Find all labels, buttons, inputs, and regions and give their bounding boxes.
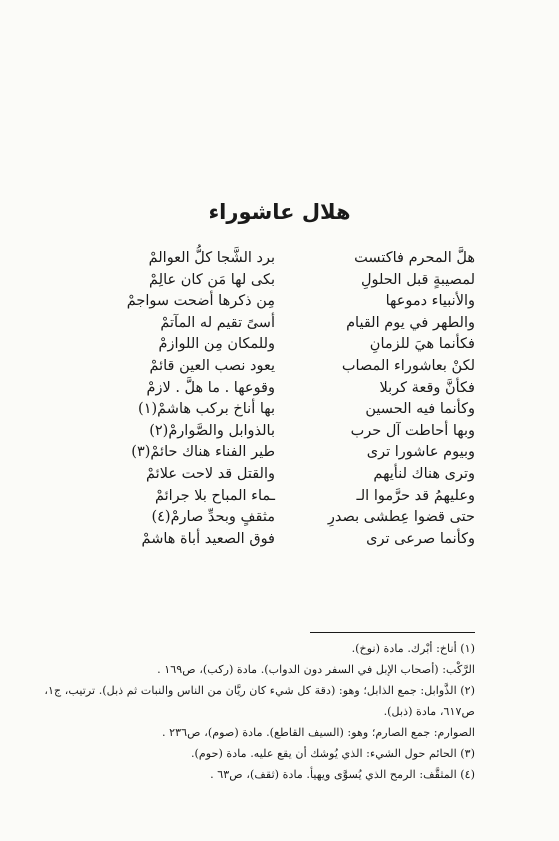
verse-line xyxy=(100,464,475,486)
footnotes xyxy=(44,638,475,785)
verse-second-hemistich: ـماء المباح بلا جرائمْ xyxy=(154,487,275,504)
verse-second-hemistich: بكى لها مَن كان عالِمْ xyxy=(149,271,275,288)
footnote-line: (٣) الحائم حول الشيء: الذي يُوشك أن يقع عليه. مادة (حوم). xyxy=(190,747,475,760)
verse-second-hemistich: بالذوابل والصَّوارمْ(٢) xyxy=(149,422,275,439)
verse-line xyxy=(100,507,475,529)
footnote-line: (٢) الذَّوابل: جمع الذابل؛ وهو: (دقة كل شيء كان ريَّان من الناس والنبات ثم ذبل). ترتيب، ج١، xyxy=(44,684,475,697)
verse-first-hemistich: حتى قضوا عِطشى بصدرِ xyxy=(327,509,475,526)
verse-line xyxy=(100,270,475,292)
verse-second-hemistich: وللمكان مِن اللوازمْ xyxy=(158,336,275,353)
verse-line xyxy=(100,291,475,313)
verse-first-hemistich: لكنْ بعاشوراء المصاب xyxy=(341,357,475,374)
verse-second-hemistich: أسىً تقيم له المآتمْ xyxy=(160,314,275,331)
verse-line xyxy=(100,356,475,378)
verse-first-hemistich: وكأنما فيه الحسين xyxy=(365,401,475,418)
verse-first-hemistich: هلَّ المحرم فاكتست xyxy=(354,250,475,266)
footnote-line: ص٦١٧، مادة (ذبل). xyxy=(383,705,475,718)
footnote-divider xyxy=(310,632,475,633)
verse-line xyxy=(100,378,475,400)
verse-first-hemistich: لمصيبةٍ قبل الحلولِ xyxy=(360,271,475,288)
verse-first-hemistich: والأنبياء دموعها xyxy=(385,293,475,310)
poem-title: هلال عاشوراء xyxy=(208,200,351,224)
verse-second-hemistich: وقوعها . ما هلَّ . لازمْ xyxy=(146,379,275,396)
verse-line xyxy=(100,248,475,270)
verse-first-hemistich: فكأنَّ وقعة كربلا xyxy=(379,379,475,396)
footnote-line: الرَّكْب: (أصحاب الإبل في السفر دون الدواب). مادة (ركب)، ص١٦٩ . xyxy=(157,663,475,676)
verse-first-hemistich: وبها أحاطت آل حرب xyxy=(350,422,475,439)
verse-line xyxy=(100,529,475,551)
verse-line xyxy=(100,421,475,443)
footnote-line: (٤) المثقَّف: الرمح الذي يُسوَّى ويهيأ. مادة (ثقف)، ص٦٣ . xyxy=(210,768,475,781)
verse-second-hemistich: برد الشَّجا كلُّ العوالمْ xyxy=(148,250,275,266)
verse-first-hemistich: وكأنما صرعى ترى xyxy=(366,530,475,547)
verse-line xyxy=(100,399,475,421)
verse-line xyxy=(100,334,475,356)
footnote-line: الصوارم: جمع الصارم؛ وهو: (السيف القاطع). مادة (صوم)، ص٢٣٦ . xyxy=(161,726,475,739)
footnote-line: (١) أناخ: أبْرك. مادة (نوخ). xyxy=(351,642,475,655)
verse-second-hemistich: يعود نصب العين قائمْ xyxy=(149,357,275,374)
verse-first-hemistich: وبيوم عاشورا ترى xyxy=(366,444,475,461)
verse-line xyxy=(100,442,475,464)
verse-first-hemistich: وعليهمُ قد حرَّموا الـ xyxy=(356,487,475,504)
verse-second-hemistich: والقتل قد لاحت علائمْ xyxy=(146,465,275,482)
verse-line xyxy=(100,486,475,508)
verse-first-hemistich: والطهر في يوم القيام xyxy=(346,314,475,331)
poem-body xyxy=(100,248,475,550)
verse-first-hemistich: وترى هناك لنأيهم xyxy=(373,465,475,482)
verse-first-hemistich: فكأنما هيَ للزمانِ xyxy=(369,336,475,353)
verse-line xyxy=(100,313,475,335)
verse-second-hemistich: بها أناخ بركب هاشمْ(١) xyxy=(138,401,275,418)
verse-second-hemistich: فوق الصعيد أباة هاشمْ xyxy=(141,530,275,547)
verse-second-hemistich: مثقفٍ وبحدِّ صارمْ(٤) xyxy=(151,509,275,526)
verse-second-hemistich: طير الفناء هناك حائمْ(٣) xyxy=(131,444,275,461)
verse-second-hemistich: مِن ذكرها أضحت سواجمْ xyxy=(126,293,275,310)
